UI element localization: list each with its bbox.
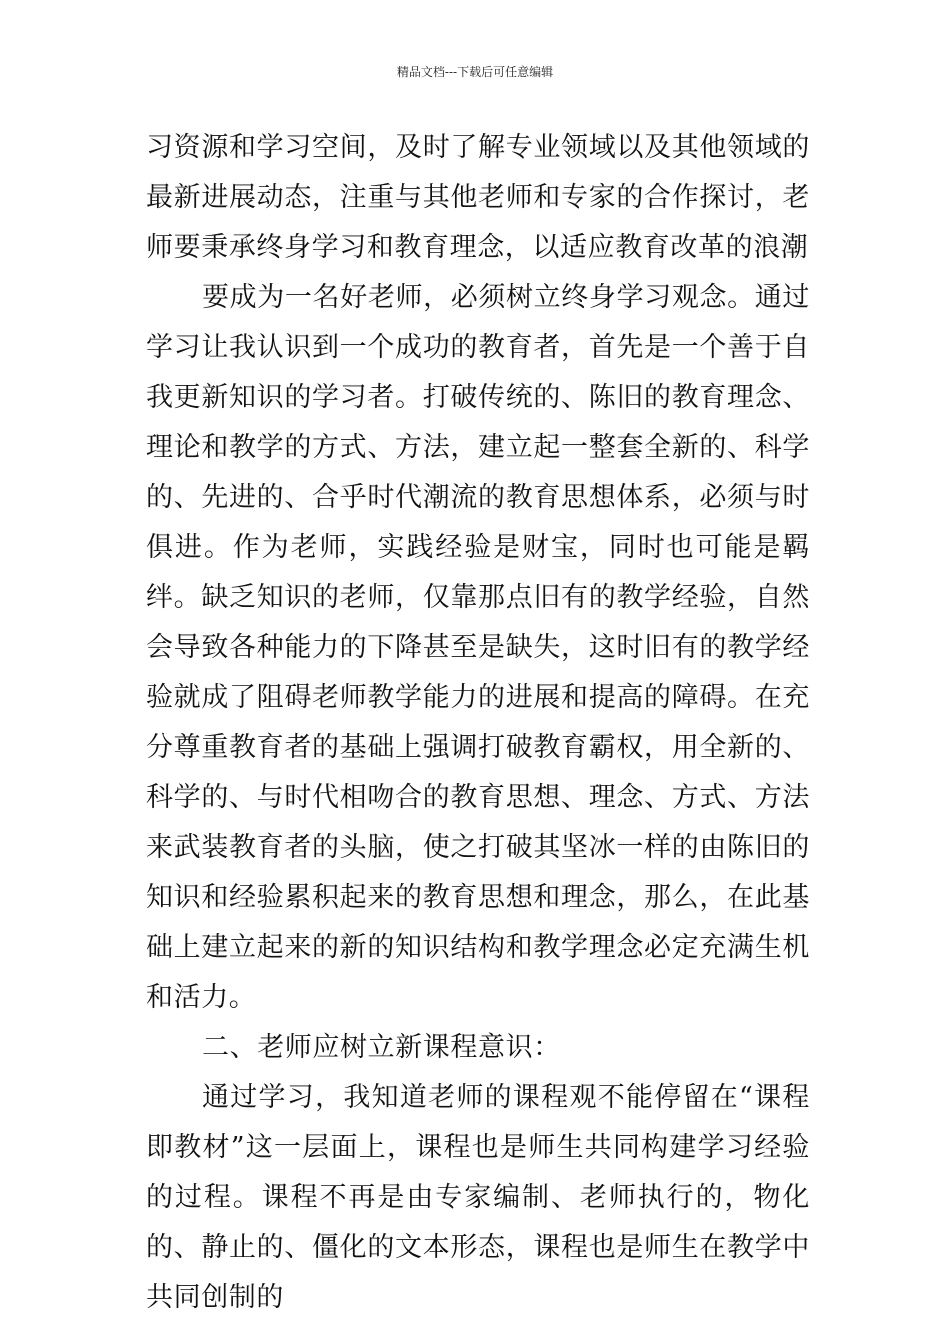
paragraph-continuation: 习资源和学习空间，及时了解专业领域以及其他领域的最新进展动态，注重与其他老师和专家的合作探讨，老师要秉承终身学习和教育理念，以适应教育改革的浪潮 (146, 132, 810, 263)
page-header: 精品文档---下载后可任意编辑 (396, 65, 554, 79)
paragraph-lifelong-learning: 要成为一名好老师，必须树立终身学习观念。通过学习让我认识到一个成功的教育者，首先是一个善于自我更新知识的学习者。打破传统的、陈旧的教育理念、理论和教学的方式、方法，建立起一整套全新的、科学的、先进的、合乎时代潮流的教育思想体系，必须与时俱进。作为老师，实践经验是财宝，同时也可能是羁绊。缺乏知识的老师，仅靠那点旧有的教学经验，自然会导致各种能力的下降甚至是缺失，这时旧有的教学经验就成了阻碍老师教学能力的进展和提高的障碍。在充分尊重教育者的基础上强调打破教育霸权，用全新的、科学的、与时代相吻合的教育思想、理念、方式、方法来武装教育者的头脑，使之打破其坚冰一样的由陈旧的知识和经验累积起来的教育思想和理念，那么，在此基础上建立起来的新的知识结构和教学理念必定充满生机和活力。 (146, 282, 810, 1013)
paragraph-curriculum-view: 通过学习，我知道老师的课程观不能停留在“课程即教材”这一层面上，课程也是师生共同构建学习经验的过程。课程不再是由专家编制、老师执行的，物化的、静止的、僵化的文本形态，课程也是师生在教学中共同创制的 (146, 1082, 810, 1313)
section-heading-new-curriculum: 二、老师应树立新课程意识： (202, 1032, 561, 1063)
document-body (146, 123, 810, 1323)
